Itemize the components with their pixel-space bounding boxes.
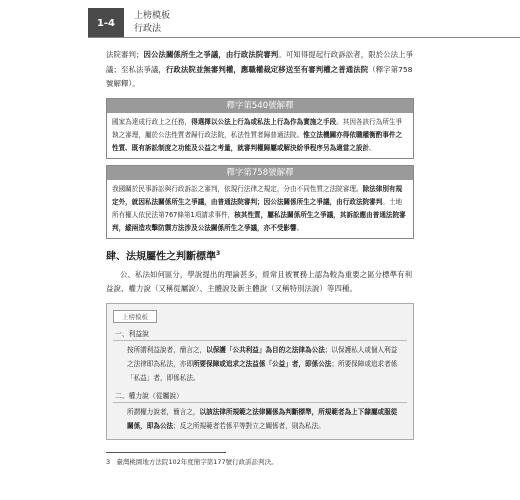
header-titles	[134, 10, 170, 36]
theory-item-title: 二、權力說（從屬說）	[113, 390, 407, 403]
intro-paragraph: 法院審判；因公法關係所生之爭議，由行政法院審判。可知得提起行政訴訟者，限於公法上爭議；至私法爭議，行政法院並無審判權，應職權裁定移送至有審判權之普通法院（釋字第758號解釋）。	[106, 50, 414, 88]
interpretation-758-box	[106, 165, 414, 239]
header-title: 上榜模板	[134, 11, 171, 21]
theory-item-interest	[113, 328, 407, 385]
theory-item-body: 按所謂利益說者，簡言之，以保護「公共利益」為目的之法律為公法；以保護私人或個人利益之法律即為私法，亦即所要保障或追求之法益係「公益」者，即係公法；所要保障或追求者係「私益」者，即係私法。	[127, 345, 398, 382]
section-paragraph: 公、私法如何區分，學說提出的理論甚多，經常且被實務上認為較為重要之區分標準有利益說、權力說（又稱從屬說）、主體說及新主體說（又稱特別法說）等四種。	[106, 269, 413, 294]
interpretation-540-title: 釋字第540號解釋	[107, 99, 413, 113]
theory-item-title: 一、利益說	[113, 328, 407, 341]
footnote	[106, 452, 414, 466]
interpretation-758-title: 釋字第758號解釋	[107, 166, 413, 180]
header-divider	[88, 37, 520, 38]
template-panel	[106, 303, 414, 440]
footnote-ref: 3	[216, 249, 221, 257]
section-heading: 肆、法規屬性之判斷標準$^3$	[106, 249, 221, 262]
interpretation-540-box	[106, 98, 414, 159]
interpretation-540-text: 國家為達成行政上之任務，得選擇以公法上行為或私法上行為作為實施之手段。其因各該行為所生爭執之審理，屬於公法性質者歸行政法院，私法性質者歸普通法院。惟立法機關亦得依職權衡酌事件之性質、既有訴訟制度之功能及公益之考量，就審判權歸屬或解決紛爭程序另為適當之設計。	[112, 117, 403, 152]
theory-item-power	[113, 390, 407, 433]
template-panel-tab: 上榜模板	[113, 310, 157, 323]
main-content	[106, 48, 414, 440]
section-number-tab: 1-4	[88, 8, 124, 38]
footnote-text: 3 臺灣桃園地方法院102年度簡字第177號行政訴訟判決。	[106, 458, 278, 466]
page-header	[88, 8, 520, 38]
interpretation-758-text: 我國關於民事訴訟與行政訴訟之審判，依現行法律之規定，分由不同性質之法院審理。除法律別有規定外，就因私法關係所生之爭議，由普通法院審判；因公法關係所生之爭議，由行政法院審判。土地所有權人依民法第767條第1項請求事件，核其性質，屬私法關係所生之爭議，其訴訟應由普通法院審判，縱兩造攻擊防禦方法涉及公法關係所生之爭議，亦不受影響。	[112, 184, 406, 232]
header-subtitle: 行政法	[134, 24, 162, 34]
theory-item-body: 所謂權力說者，簡言之，以該法律所規範之法律關係為判斷標準，所規範者為上下隸屬或服從關係，即為公法；反之所規範者若係平等對立之關係者，則為私法。	[127, 407, 398, 430]
footnote-divider	[106, 452, 226, 453]
